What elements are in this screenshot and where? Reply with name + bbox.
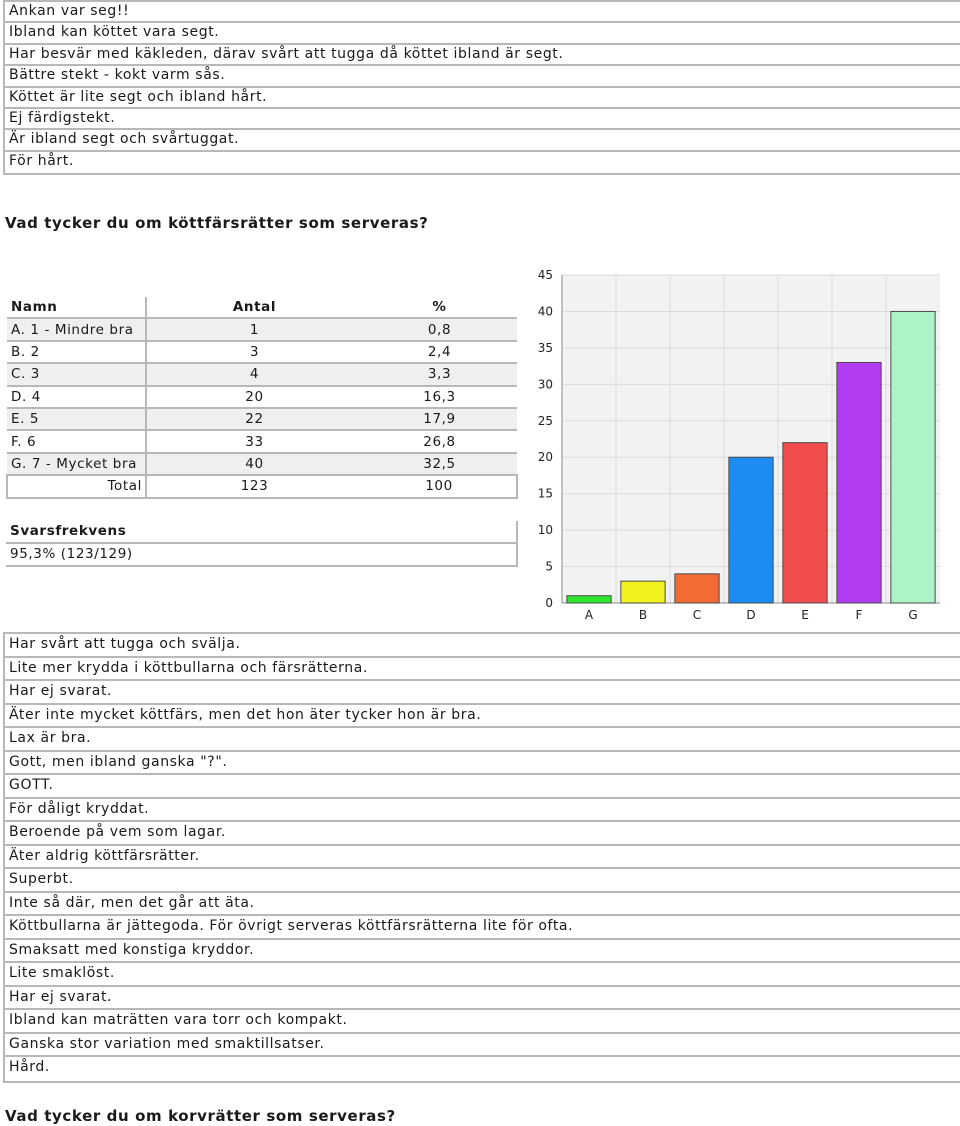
x-tick-label: B [638, 608, 648, 622]
bar-c [675, 574, 719, 603]
row-name: C. 3 [7, 363, 146, 385]
table-header-row [7, 297, 517, 318]
bar-e [783, 443, 827, 603]
comment-row: För dåligt kryddat. [5, 799, 960, 823]
response-rate-title: Svarsfrekvens [6, 521, 516, 544]
comment-row: Har svårt att tugga och svälja. [5, 634, 960, 658]
table-row [7, 453, 517, 475]
row-percent: 16,3 [423, 388, 456, 405]
comment-row: Lite mer krydda i köttbullarna och färsrätterna. [5, 658, 960, 682]
comment-row: Smaksatt med konstiga kryddor. [5, 940, 960, 964]
y-tick-label: 15 [537, 486, 553, 501]
table-row [7, 341, 517, 363]
bar-g [891, 311, 935, 603]
x-tick-label: G [908, 608, 918, 622]
row-name: G. 7 - Mycket bra [7, 453, 146, 475]
comment-row: Bättre stekt - kokt varm sås. [5, 66, 960, 87]
comment-row: Gott, men ibland ganska "?". [5, 752, 960, 776]
response-rate-box [6, 521, 518, 567]
comment-row: Ankan var seg!! [5, 2, 960, 23]
bar-d [729, 457, 773, 603]
bar-f [837, 362, 881, 603]
comment-list-bottom [3, 632, 960, 1083]
y-tick-label: 0 [545, 596, 553, 610]
table-row [7, 386, 517, 408]
comment-row: Har ej svarat. [5, 681, 960, 705]
row-name: F. 6 [7, 430, 146, 452]
total-percent: 100 [362, 475, 517, 497]
bar-a [567, 596, 611, 603]
comment-row: Har ej svarat. [5, 987, 960, 1011]
table-total-row [7, 475, 517, 497]
row-percent: 2,4 [427, 343, 452, 360]
comment-row: Äter aldrig köttfärsrätter. [5, 846, 960, 870]
y-tick-label: 40 [537, 304, 553, 319]
row-percent: 17,9 [362, 408, 517, 430]
comment-row: Ibland kan maträtten vara torr och kompakt. [5, 1010, 960, 1034]
response-rate-value: 95,3% (123/129) [10, 546, 133, 562]
comment-row: Ibland kan köttet vara segt. [5, 23, 960, 44]
row-name: B. 2 [7, 341, 146, 363]
comment-row: Beroende på vem som lagar. [5, 822, 960, 846]
x-tick-label: D [746, 608, 756, 622]
comment-row: GOTT. [5, 775, 960, 799]
row-percent: 0,8 [362, 318, 517, 340]
comment-row: Är ibland segt och svårtuggat. [5, 130, 960, 151]
row-count: 22 [146, 408, 362, 430]
x-tick-label: E [801, 608, 809, 622]
y-tick-label: 10 [537, 523, 553, 538]
comment-row: Hård. [9, 1059, 50, 1075]
y-tick-label: 30 [537, 377, 553, 392]
row-percent: 3,3 [362, 363, 517, 385]
row-count: 1 [146, 318, 362, 340]
row-name: A. 1 - Mindre bra [7, 318, 146, 340]
row-count: 4 [146, 363, 362, 385]
y-tick-label: 25 [537, 413, 553, 428]
comment-list-top [3, 0, 960, 175]
comment-row: Köttbullarna är jättegoda. För övrigt serveras köttfärsrätterna lite för ofta. [5, 916, 960, 940]
results-table [6, 297, 518, 499]
x-tick-label: C [692, 608, 702, 622]
x-tick-label: F [855, 608, 863, 622]
comment-row: Ej färdigstekt. [5, 109, 960, 130]
table-row [7, 430, 517, 452]
row-percent: 26,8 [423, 433, 456, 450]
comment-row: Ganska stor variation med smaktillsatser. [5, 1034, 960, 1058]
comment-row: Äter inte mycket köttfärs, men det hon äter tycker hon är bra. [5, 705, 960, 729]
comment-row: Inte så där, men det går att äta. [5, 893, 960, 917]
y-tick-label: 45 [537, 268, 553, 282]
comment-row: Lax är bra. [5, 728, 960, 752]
row-count: 20 [245, 388, 264, 405]
header-name: Namn [7, 297, 146, 318]
y-tick-label: 35 [537, 340, 553, 355]
table-row [7, 363, 517, 385]
x-tick-label: A [584, 608, 594, 622]
question-heading: Vad tycker du om köttfärsrätter som serveras? [5, 214, 429, 232]
table-row [7, 318, 517, 340]
table-row [7, 408, 517, 430]
bar-chart [530, 265, 955, 625]
row-name: E. 5 [7, 408, 146, 430]
comment-row: Köttet är lite segt och ibland hårt. [5, 88, 960, 109]
row-count: 33 [245, 433, 264, 450]
row-count: 3 [249, 343, 260, 360]
row-name: D. 4 [7, 386, 146, 408]
row-percent: 32,5 [362, 453, 517, 475]
comment-row: För hårt. [9, 152, 74, 169]
bar-b [621, 581, 665, 603]
comment-row: Har besvär med käkleden, därav svårt att tugga då köttet ibland är segt. [5, 45, 960, 66]
row-count: 40 [146, 453, 362, 475]
question-heading-2: Vad tycker du om korvrätter som serveras? [5, 1107, 396, 1125]
comment-row: Superbt. [5, 869, 960, 893]
y-tick-label: 5 [545, 559, 553, 574]
total-label: Total [7, 475, 146, 497]
comment-row: Lite smaklöst. [5, 963, 960, 987]
header-percent: % [432, 299, 447, 316]
header-count: Antal [232, 299, 277, 316]
total-count: 123 [146, 475, 362, 497]
y-tick-label: 20 [537, 450, 553, 465]
